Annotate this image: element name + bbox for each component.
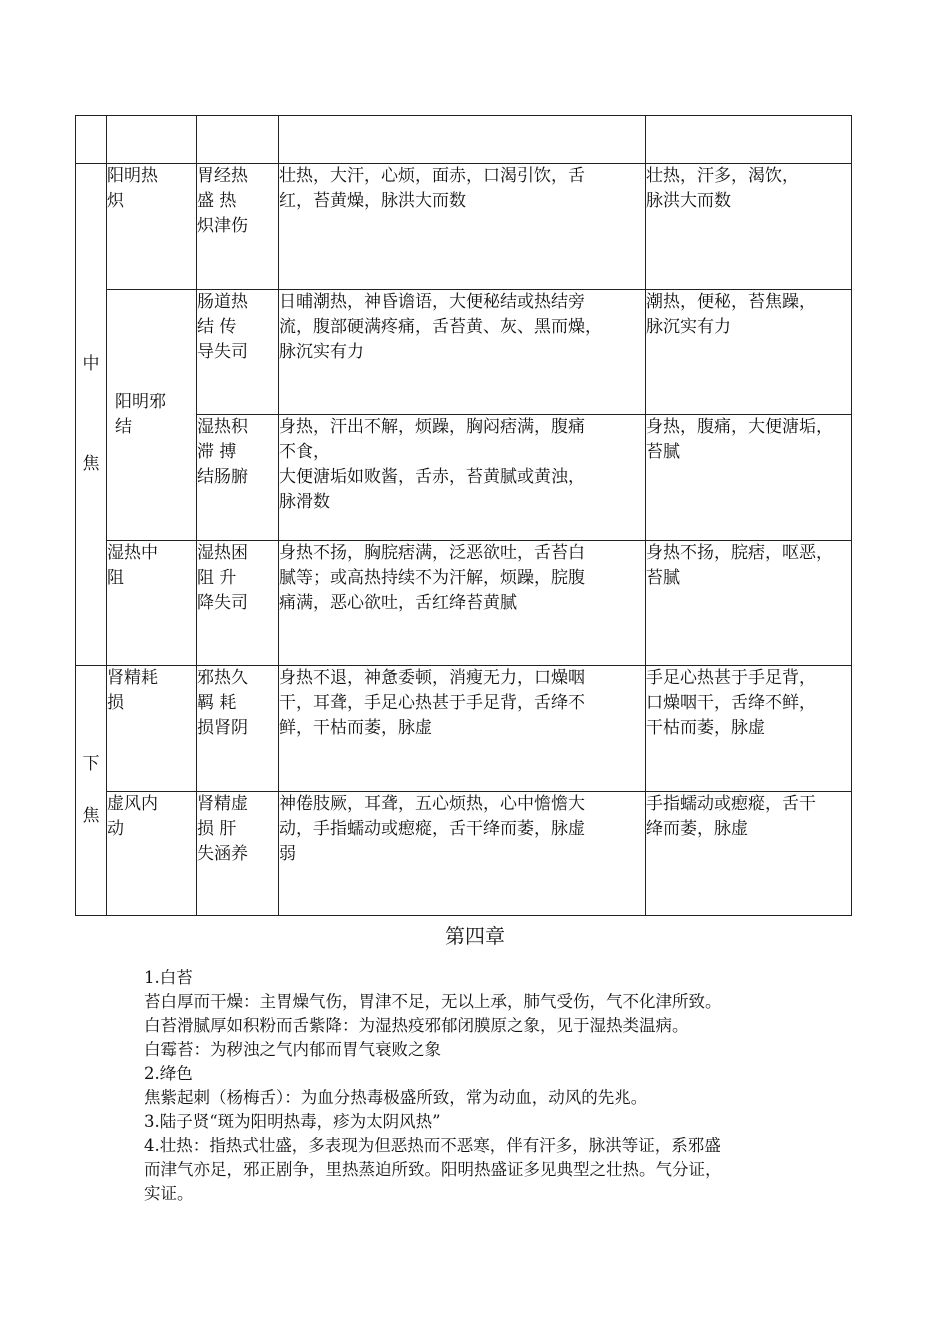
- pattern-cell: 湿热困 阻 升 降失司: [197, 541, 279, 666]
- table-row: [76, 290, 852, 415]
- header-cell-zone: [76, 116, 107, 164]
- key-symptoms-cell: 手指蠕动或瘛瘲，舌干 绛而萎，脉虚: [646, 792, 852, 916]
- note-line: 白霉苔：为秽浊之气内郁而胃气衰败之象: [144, 1040, 441, 1059]
- zone-label: 中 焦: [82, 354, 100, 474]
- stage-cell: 湿热中 阻: [107, 541, 197, 666]
- table-row: [76, 792, 852, 916]
- key-symptoms-cell: 潮热，便秘，苔焦躁， 脉沉实有力: [646, 290, 852, 415]
- symptoms-cell: 壮热，大汗，心烦，面赤，口渴引饮，舌 红，苔黄燥，脉洪大而数: [279, 164, 646, 290]
- symptoms-cell: 身热不扬，胸脘痞满，泛恶欲吐，舌苔白 腻等；或高热持续不为汗解，烦躁，脘腹 痛满，恶心欲吐，舌红绛苔黄腻: [279, 541, 646, 666]
- note-line: 而津气亦足，邪正剧争，里热蒸迫所致。阳明热盛证多见典型之壮热。气分证，: [144, 1160, 722, 1179]
- symptoms-cell: 身热，汗出不解，烦躁，胸闷痞满，腹痛 不食， 大便溏垢如败酱，舌赤，苔黄腻或黄浊， 脉滑数: [279, 415, 646, 541]
- pattern-cell: 胃经热 盛 热 炽津伤: [197, 164, 279, 290]
- note-line: 2.绛色: [144, 1064, 193, 1083]
- stage-cell: 虚风内 动: [107, 792, 197, 916]
- stage-cell: 肾精耗 损: [107, 666, 197, 792]
- notes-section: [144, 966, 844, 1206]
- symptoms-cell: 身热不退，神惫委顿，消瘦无力，口燥咽 干，耳聋，手足心热甚于手足背，舌绛不 鲜，干枯而萎，脉虚: [279, 666, 646, 792]
- note-line: 焦紫起刺（杨梅舌）：为血分热毒极盛所致，常为动血，动风的先兆。: [144, 1088, 648, 1107]
- zone-label: 下 焦: [82, 754, 100, 826]
- pattern-cell: 湿热积 滞 搏 结肠腑: [197, 415, 279, 541]
- header-cell-pattern: [197, 116, 279, 164]
- pattern-cell: 肠道热 结 传 导失司: [197, 290, 279, 415]
- symptoms-cell: 神倦肢厥，耳聋，五心烦热，心中憺憺大 动，手指蠕动或瘛瘲，舌干绛而萎，脉虚 弱: [279, 792, 646, 916]
- key-symptoms-cell: 身热，腹痛，大便溏垢， 苔腻: [646, 415, 852, 541]
- note-line: 实证。: [144, 1184, 194, 1203]
- stage-cell: 阳明邪 结: [107, 290, 197, 541]
- header-cell-stage: [107, 116, 197, 164]
- symptoms-cell: 日晡潮热，神昏谵语，大便秘结或热结旁 流，腹部硬满疼痛，舌苔黄、灰、黑而燥， 脉沉实有力: [279, 290, 646, 415]
- table-row: [76, 164, 852, 290]
- table-header-row: [76, 116, 852, 164]
- note-line: 4.壮热：指热式壮盛，多表现为但恶热而不恶寒，伴有汗多，脉洪等证，系邪盛: [144, 1136, 721, 1155]
- table-row: [76, 666, 852, 792]
- syndrome-table: [75, 115, 852, 916]
- zone-cell-middle: [76, 164, 107, 666]
- table-row: [76, 541, 852, 666]
- chapter-title: 第四章: [445, 924, 505, 948]
- key-symptoms-cell: 手足心热甚于手足背， 口燥咽干，舌绛不鲜， 干枯而萎，脉虚: [646, 666, 852, 792]
- header-cell-symptoms: [279, 116, 646, 164]
- pattern-cell: 肾精虚 损 肝 失涵养: [197, 792, 279, 916]
- pattern-cell: 邪热久 羁 耗 损肾阴: [197, 666, 279, 792]
- note-line: 苔白厚而干燥：主胃燥气伤，胃津不足，无以上承，肺气受伤，气不化津所致。: [144, 992, 722, 1011]
- key-symptoms-cell: 壮热，汗多，渴饮， 脉洪大而数: [646, 164, 852, 290]
- stage-cell: 阳明热 炽: [107, 164, 197, 290]
- note-line: 1.白苔: [144, 968, 193, 987]
- note-line: 3.陆子贤“斑为阳明热毒，疹为太阴风热”: [144, 1112, 441, 1131]
- key-symptoms-cell: 身热不扬，脘痞，呕恶， 苔腻: [646, 541, 852, 666]
- note-line: 白苔滑腻厚如积粉而舌紫降：为湿热疫邪郁闭膜原之象，见于湿热类温病。: [144, 1016, 689, 1035]
- header-cell-key: [646, 116, 852, 164]
- zone-cell-lower: [76, 666, 107, 916]
